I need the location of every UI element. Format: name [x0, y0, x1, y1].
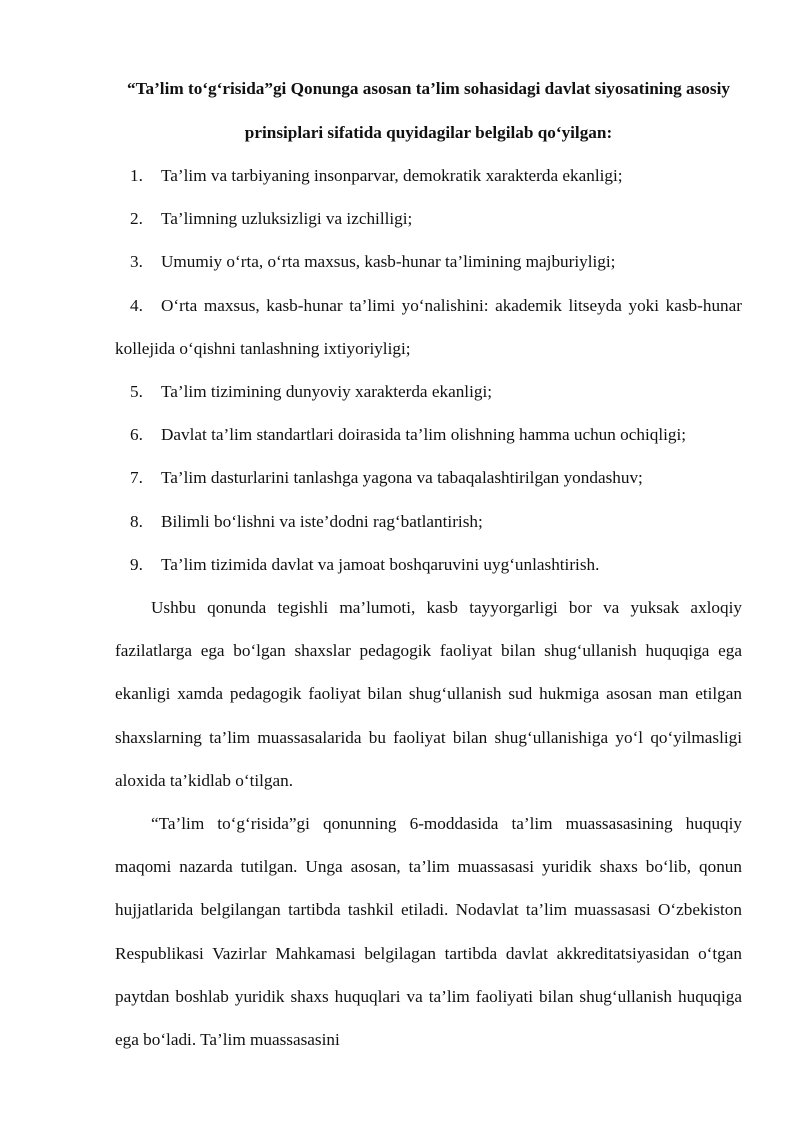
list-item-text: O‘rta maxsus, kasb-hunar ta’limi yo‘nalishini: akademik litseyda yoki kasb-hunar kollejida o‘qishni tanlashning ixtiyoriyligi; [115, 295, 742, 358]
list-item [115, 370, 742, 413]
list-item-text: Ta’lim dasturlarini tanlashga yagona va tabaqalashtirilgan yondashuv; [161, 468, 643, 488]
list-item [115, 543, 742, 586]
list-item-number: 8. [130, 511, 143, 531]
list-item-text: Bilimli bo‘lishni va iste’dodni rag‘batlantirish; [161, 511, 483, 531]
list-item-text: Ta’lim tizimining dunyoviy xarakterda ekanligi; [161, 382, 493, 402]
list-item-number: 5. [130, 382, 143, 402]
list-item-text: Ta’limning uzluksizligi va izchilligi; [161, 209, 413, 229]
list-item [115, 500, 742, 543]
list-item-text: Ta’lim va tarbiyaning insonparvar, demokratik xarakterda ekanligi; [161, 166, 623, 185]
list-item [115, 154, 742, 197]
list-item-number: 3. [130, 252, 143, 272]
list-item-text: Umumiy o‘rta, o‘rta maxsus, kasb-hunar ta’limining majburiyligi; [161, 252, 616, 272]
list-item-number: 9. [130, 554, 143, 574]
list-item [115, 240, 742, 283]
list-item [115, 413, 742, 456]
body-paragraph: “Ta’lim to‘g‘risida”gi qonunning 6-moddasida ta’lim muassasasining huquqiy maqomi nazarda tutilgan. Unga asosan, ta’lim muassasasi yuridik shaxs bo‘lib, qonun hujjatlarida belgilangan tartibda tashkil etiladi. Nodavlat ta’lim muassasasi O‘zbekiston Respublikasi Vazirlar Mahkamasi belgilagan tartibda davlat akkreditatsiyasidan o‘tgan paytdan boshlab yuridik shaxs huquqlari va ta’lim faoliyati bilan shug‘ullanish huquqiga ega bo‘ladi. Ta’lim muassasasini [115, 814, 742, 1050]
list-item-text: Davlat ta’lim standartlari doirasida ta’lim olishning hamma uchun ochiqligi; [161, 425, 687, 445]
list-item [115, 284, 742, 370]
list-item-number: 7. [130, 468, 143, 488]
document-title: “Ta’lim to‘g‘risida”gi Qonunga asosan ta’lim sohasidagi davlat siyosatining asosiy prinsiplari sifatida quyidagilar belgilab qo‘yilgan: [127, 79, 730, 142]
list-item-number: 1. [130, 166, 143, 185]
body-paragraph: Ushbu qonunda tegishli ma’lumoti, kasb tayyorgarligi bor va yuksak axloqiy fazilatlarga ega bo‘lgan shaxslar pedagogik faoliyat bilan shug‘ullanish huquqiga ega ekanligi xamda pedagogik faoliyat bilan shug‘ullanish sud hukmiga asosan man etilgan shaxslarning ta’lim muassasalarida bu faoliyat bilan shug‘ullanishiga yo‘l qo‘yilmasligi aloxida ta’kidlab o‘tilgan. [115, 598, 742, 790]
list-item [115, 456, 742, 499]
list-item-number: 6. [130, 425, 143, 445]
list-item-text: Ta’lim tizimida davlat va jamoat boshqaruvini uyg‘unlashtirish. [161, 554, 600, 574]
principles-list [115, 154, 742, 586]
list-item [115, 197, 742, 240]
list-item-number: 2. [130, 209, 143, 229]
document-page [115, 67, 742, 1061]
list-item-number: 4. [130, 295, 143, 315]
